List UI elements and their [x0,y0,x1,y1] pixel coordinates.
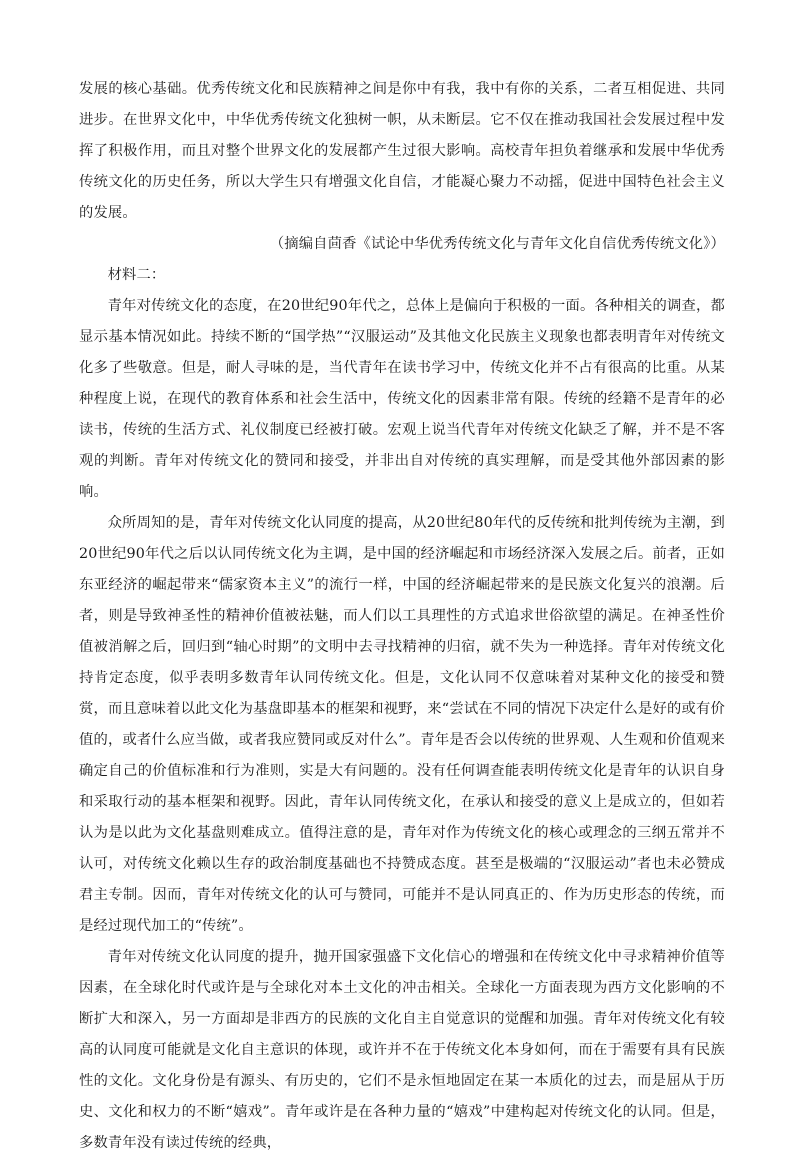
document-page [79,74,725,1159]
paragraph-identity-increase: 众所周知的是，青年对传统文化认同度的提高，从20世纪80年代的反传统和批判传统为主潮，到20世纪90年代之后以认同传统文化为主调，是中国的经济崛起和市场经济深入发展之后。前者，正如东亚经济的崛起带来“儒家资本主义”的流行一样，中国的经济崛起带来的是民族文化复兴的浪潮。后者，则是导致神圣性的精神价值被祛魅，而人们以工具理性的方式追求世俗欲望的满足。在神圣性价值被消解之后，回归到“轴心时期”的文明中去寻找精神的归宿，就不失为一种选择。青年对传统文化持肯定态度，似乎表明多数青年认同传统文化。但是，文化认同不仅意味着对某种文化的接受和赞赏，而且意味着以此文化为基盘即基本的框架和视野，来“尝试在不同的情况下决定什么是好的或有价值的，或者什么应当做，或者我应赞同或反对什么”。青年是否会以传统的世界观、人生观和价值观来确定自己的价值标准和行为准则，实是大有问题的。没有任何调查能表明传统文化是青年的认识自身和采取行动的基本框架和视野。因此，青年认同传统文化，在承认和接受的意义上是成立的，但如若认为是以此为文化基盘则难成立。值得注意的是，青年对作为传统文化的核心或理念的三纲五常并不认可，对传统文化赖以生存的政治制度基础也不持赞成态度。甚至是极端的“汉服运动”者也未必赞成君主专制。因而，青年对传统文化的认可与赞同，可能并不是认同真正的、作为历史形态的传统，而是经过现代加工的“传统”。 [79,515,725,934]
paragraph-youth-attitude: 青年对传统文化的态度，在20世纪90年代之，总体上是偏向于积极的一面。各种相关的调查，都显示基本情况如此。持续不断的“国学热”“汉服运动”及其他文化民族主义现象也都表明青年对传统文化多了些敬意。但是，耐人寻味的是，当代青年在读书学习中，传统文化并不占有很高的比重。从某种程度上说，在现代的教育体系和社会生活中，传统文化的因素非常有限。传统的经籍不是青年的必读书，传统的生活方式、礼仪制度已经被打破。宏观上说当代青年对传统文化缺乏了解，并不是不客观的判断。青年对传统文化的赞同和接受，并非出自对传统的真实理解，而是受其他外部因素的影响。 [79,298,725,500]
section-heading-material-two: 材料二： [107,267,166,283]
paragraph-continued: 发展的核心基础。优秀传统文化和民族精神之间是你中有我，我中有你的关系，二者互相促进、共同进步。在世界文化中，中华优秀传统文化独树一帜，从未断层。它不仅在推动我国社会发展过程中发挥了积极作用，而且对整个世界文化的发展都产生过很大影响。高校青年担负着继承和发展中华优秀传统文化的历史任务，所以大学生只有增强文化自信，才能凝心聚力不动摇，促进中国特色社会主义的发展。 [79,81,725,221]
paragraph-globalization: 青年对传统文化认同度的提升，抛开国家强盛下文化信心的增强和在传统文化中寻求精神价值等因素，在全球化时代或许是与全球化对本土文化的冲击相关。全球化一方面表现为西方文化影响的不断扩大和深入，另一方面却是非西方的民族的文化自主自觉意识的觉醒和加强。青年对传统文化有较高的认同度可能就是文化自主意识的体现，或许并不在于传统文化本身如何，而在于需要有具有民族性的文化。文化身份是有源头、有历史的，它们不是永恒地固定在某一本质化的过去，而是屈从于历史、文化和权力的不断“嬉戏”。青年或许是在各种力量的“嬉戏”中建构起对传统文化的认同。但是，多数青年没有读过传统的经典， [79,949,725,1151]
source-citation: （摘编自茴香《试论中华优秀传统文化与青年文化自信优秀传统文化》） [269,236,725,252]
